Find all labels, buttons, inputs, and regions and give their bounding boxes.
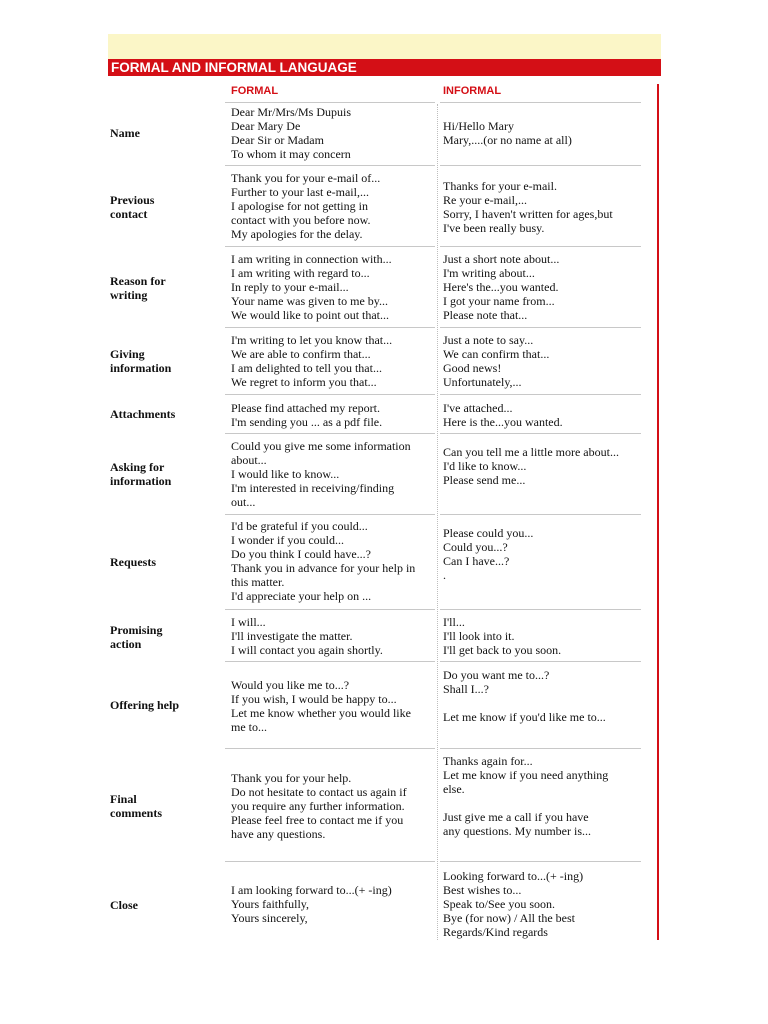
row-border xyxy=(225,102,435,103)
formal-cell: I'm writing to let you know that... We are able to confirm that... I am delighted to tell you that... We regret to inform you that... xyxy=(231,333,393,389)
formal-cell: Could you give me some information about... I would like to know... I'm interested in receiving/finding out... xyxy=(231,439,411,509)
formal-cell: I will... I'll investigate the matter. I will contact you again shortly. xyxy=(231,615,383,657)
formal-column-header: FORMAL xyxy=(231,85,279,97)
informal-cell: Just a short note about... I'm writing about... Here's the...you wanted. I got your name from... Please note that... xyxy=(443,252,560,322)
row-border xyxy=(225,394,435,395)
informal-cell: Please could you... Could you...? Can I have...? . xyxy=(443,526,534,582)
informal-cell: I'll... I'll look into it. I'll get back to you soon. xyxy=(443,615,562,657)
row-label-previous-contact: Previous contact xyxy=(110,193,155,221)
row-border xyxy=(440,433,641,434)
row-label-name: Name xyxy=(110,126,140,140)
row-label-reason-for-writing: Reason for writing xyxy=(110,274,166,302)
row-label-final-comments: Final comments xyxy=(110,792,162,820)
row-label-requests: Requests xyxy=(110,555,157,569)
formal-cell: Dear Mr/Mrs/Ms Dupuis Dear Mary De Dear Sir or Madam To whom it may concern xyxy=(231,105,351,161)
formal-cell: Thank you for your help. Do not hesitate to contact us again if you require any further information. Please feel free to contact me if you have any questions. xyxy=(231,771,407,841)
row-label-asking-for-information: Asking for information xyxy=(110,460,172,488)
formal-cell: Please find attached my report. I'm sending you ... as a pdf file. xyxy=(231,401,383,429)
column-divider xyxy=(437,104,438,940)
row-border xyxy=(440,661,641,662)
row-border xyxy=(440,748,641,749)
title-bar xyxy=(108,59,661,76)
right-rule xyxy=(657,84,659,940)
row-border xyxy=(225,514,435,515)
informal-cell: Do you want me to...? Shall I...? Let me know if you'd like me to... xyxy=(443,668,606,724)
header-band xyxy=(108,34,661,59)
row-label-attachments: Attachments xyxy=(110,407,176,421)
formal-cell: I am writing in connection with... I am writing with regard to... In reply to your e-mail... Your name was given to me by... We would like to point out that... xyxy=(231,252,392,322)
formal-cell: Thank you for your e-mail of... Further to your last e-mail,... I apologise for not getting in contact with you before now. My apologies for the delay. xyxy=(231,171,381,241)
informal-column-header: INFORMAL xyxy=(443,85,502,97)
row-border xyxy=(440,102,641,103)
informal-cell: Looking forward to...(+ -ing) Best wishes to... Speak to/See you soon. Bye (for now) / All the best Regards/Kind regards xyxy=(443,869,584,939)
row-border xyxy=(225,861,435,862)
row-border xyxy=(225,609,435,610)
row-label-close: Close xyxy=(110,898,138,912)
formal-cell: Would you like me to...? If you wish, I would be happy to... Let me know whether you would like me to... xyxy=(231,678,411,734)
formal-cell: I'd be grateful if you could... I wonder if you could... Do you think I could have...? Thank you in advance for your help in this matter. I'd appreciate your help on ... xyxy=(231,519,416,603)
row-label-giving-information: Giving information xyxy=(110,347,172,375)
informal-cell: Thanks again for... Let me know if you need anything else. Just give me a call if you have any questions. My number is... xyxy=(443,754,609,838)
row-border xyxy=(225,433,435,434)
row-border xyxy=(225,661,435,662)
row-label-promising-action: Promising action xyxy=(110,623,163,651)
row-border xyxy=(440,514,641,515)
informal-cell: Hi/Hello Mary Mary,....(or no name at all) xyxy=(443,119,572,147)
row-border xyxy=(225,165,435,166)
informal-cell: Thanks for your e-mail. Re your e-mail,... Sorry, I haven't written for ages,but I've been really busy. xyxy=(443,179,613,235)
page-title: FORMAL AND INFORMAL LANGUAGE xyxy=(111,60,357,75)
row-border xyxy=(440,165,641,166)
informal-cell: I've attached... Here is the...you wanted. xyxy=(443,401,563,429)
row-label-offering-help: Offering help xyxy=(110,698,179,712)
row-border xyxy=(440,394,641,395)
informal-cell: Just a note to say... We can confirm that... Good news! Unfortunately,... xyxy=(443,333,550,389)
formal-cell: I am looking forward to...(+ -ing) Yours faithfully, Yours sincerely, xyxy=(231,883,392,925)
informal-cell: Can you tell me a little more about... I'd like to know... Please send me... xyxy=(443,445,619,487)
row-border xyxy=(225,246,435,247)
row-border xyxy=(225,327,435,328)
row-border xyxy=(225,748,435,749)
row-border xyxy=(440,609,641,610)
row-border xyxy=(440,327,641,328)
row-border xyxy=(440,861,641,862)
row-border xyxy=(440,246,641,247)
